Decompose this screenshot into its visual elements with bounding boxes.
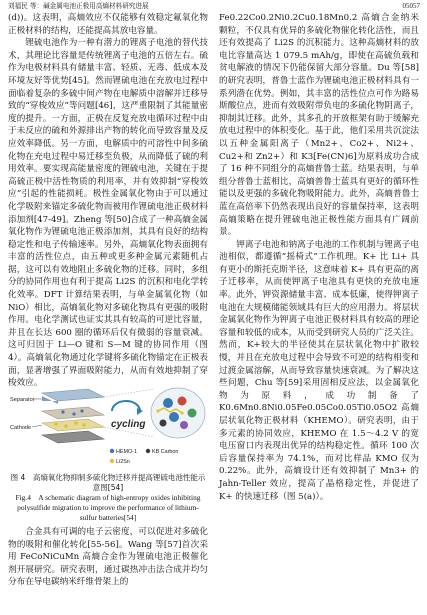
sulfur-atom [156,409,159,412]
figure-4 [8,381,208,471]
hemo-sphere [163,398,173,408]
separator-label: Separator [10,397,35,403]
hemo-particle-dot [61,410,64,413]
polysulfide-dot [64,424,68,428]
cycling-arrow-arc [112,401,140,411]
paragraph: (d))。这表明，高熵效应不仅能够有效稳定氟氧化物正极材料的结构，还能提高其放电容量。 [8,13,208,36]
cathode-leader-line [32,425,42,427]
running-title: 刘福民 等：碱金属电池正极用高熵材料研究进展 [8,2,149,10]
legend-marker-hemo [110,449,114,453]
current-collector-layer [42,431,104,443]
caption-english: Fig.4 A schematic diagram of high-entropy oxides inhibiting polysulfide migration to improve the performance of lithium-sulfur batteries[54] [15,493,201,522]
figure-4-caption [8,473,208,523]
zoomed-hemo-region [151,388,205,438]
hemo-particle-dot [72,412,75,415]
zoom-guide-line [104,389,154,397]
hemo-sphere [169,412,179,422]
cathode-layer-sulfur [42,419,104,431]
left-column-lower-text [8,526,208,614]
page-number: 05057 [402,2,420,10]
cathode-label: Cathode [10,425,32,431]
polysulfide-dot [82,423,86,427]
legend-label-polysulfide: Li2Sn [116,459,130,465]
polysulfide-dot [54,422,58,426]
figure-4-schematic [8,381,208,471]
legend-label-hemo: HEMO-1 [116,449,137,455]
legend-marker-kb-carbon [146,449,150,453]
left-column-upper-text [8,12,208,389]
hemo-particle-dot [80,409,83,412]
right-column-text [219,12,419,613]
sulfur-atom [180,411,183,414]
metal-site-sphere [188,409,197,418]
paragraph: 锂硫电池作为一种有潜力的锂离子电池的替代技术，其理论比容量是传统锂离子电池的五倍左右。硫作为电极材料具有储量丰富、轻质、无毒、低成本及环境友好等优势[45]。然而锂硫电池在充放电过程中面临着复杂的多硫中间产物在电解质中溶解并迁移导致的“穿梭效应”等问题[46]，这严重限制了其能量密度的提升。一方面，正极在反复充放电循环过程中由于未反应的硫和外源排出产物的转化而导致容量及反应效率降低。另一方面，电解质中的可溶性中间多硫化物在充电过程中易迁移至负极，从而降低了硫的利用效率。要实现高能量密度的锂硫电池，关键在于提高硫正极中活性物质的利用率，并有效抑制“穿梭效应”引起的性能损耗。极性金属氧化物由于可以通过化学吸附来锚定多硫化物而被用作锂硫电池正极材料添加剂[47-49]。Zheng 等[50]合成了一种高熵金属氧化物作为锂硫电池正极添加剂，其具有良好的结构稳定性和电子传输速率。另外，高熵氧化物表面拥有丰富的活性位点，由五种或更多种金属元素随机占据，这可以有效地阻止多硫化物的迁移。同时，多组分的协同作用也有利于提高 Li2S 的沉积和电化学转化效率。DFT 计算结果表明，与单金属氧化物（如 NiO）相比，高熵氧化物对多硫化物具有更强的吸附作用。电化学测试也证实其具有较高的可逆比容量，并且在长达 600 圈的循环后仅有微弱的容量衰减。这可归因于 Li—O 键和 S—M 键的协同作用（图 4）。高熵氧化物通过化学键将多硫化物锚定在正极表面，显著增强了界面吸附能力，从而有效地抑制了穿梭效应。 [8,38,208,389]
kb-carbon-sphere [160,420,167,427]
caption-chinese: 图 4 高熵氧化物抑制多硫化物迁移并提高锂硫电池性能示意图[54] [10,473,206,492]
polysulfide-dot [74,421,78,425]
metal-site-sphere [178,397,187,406]
legend-marker-polysulfide [110,459,114,463]
paragraph: 合金具有可调的电子云密度，可以促进对多硫化物的吸附和催化转化[55-56]。Wang 等[57]首次采用 FeCoNiCuMn 高熵合金作为锂硫电池正极催化剂开展研究。研究表明，通过碳热冲击法合成并均匀分布在导电碳纳米纤维骨架上的 [8,527,208,588]
separator-layer [42,389,104,401]
cycling-label: cycling [111,419,146,430]
legend-label-kb-carbon: KB Carbon [152,449,179,455]
metal-site-sphere [180,421,188,429]
paragraph: 钾离子电池和钠离子电池的工作机制与锂离子电池相似，都遵循“摇椅式”工作机理。K+ 比 Li+ 具有更小的斯托克斯半径，这意味着 K+ 具有更高的离子迁移率，从而使钾离子电池具有更快的充放电速率。此外，钾资源储量丰富、成本低廉，使得钾离子电池在大规模储能领域具有巨大的应用潜力。将层状金属氧化物作为钾离子电池正极材料具有较高的理论容量和较低的成本，从而受到研究人员的广泛关注。然而，K+较大的半径使其在层状氧化物中扩散较慢，并且在充放电过程中会导致不可逆的结构相变和过渡金属溶解，从而导致容量快速衰减。为了解决这些问题，Chu 等[59]采用固相反应法，以金属氧化物为原料，成功制备了 K0.6Mn0.8Ni0.05Fe0.05Co0.05Ti0.05O2 高熵层状氧化物正极材料（KHEMO）。研究表明，由于多元素的协同效应，KHEMO 在 1.5～4.2 V 的宽电压窗口内表现出优异的结构稳定性。循环 100 次后容量保持率为 74.1%，而对比样品 KMO 仅为 0.22%。此外，高熵设计还有效抑制了 Mn3+ 的 Jahn-Teller 效应，提高了晶格稳定性，并促进了 K+ 的快速迁移（图 5(a)）。 [219,239,419,502]
paragraph: Fe0.22Co0.2Ni0.2Cu0.18Mn0.2 高熵合金纳米颗粒，不仅具有优异的多硫化物催化转化活性，而且还有效提高了 Li2S 的沉积能力。这种高熵材料的放电比容量高达 1 079.5 mAh/g，即使在高硫负载和贫电解液的情况下仍能保留大部分容量。Du 等[58]的研究表明，普鲁士蓝作为锂硫电池正极材料具有一系列潜在优势。例如，其丰富的活性位点可作为路易斯酸位点，进而有效吸附带负电的多硫化物阴离子，抑制其迁移。此外，其多孔的开放框架有助于缓解充放电过程中的体积变化。基于此，他们采用共沉淀法以五种金属阳离子（Mn2+、Co2+、Ni2+、Cu2+和 Zn2+）和 K3[Fe(CN)6]为原料成功合成了 16 种不同组分的高熵普鲁士蓝。结果表明，与单组分普鲁士蓝相比，高熵普鲁士蓝具有更好的循环性能以及更强的多硫化物吸附能力。此外，高熵普鲁士蓝在高倍率下仍然表现出良好的容量保持率，这表明高熵策略在提升锂硫电池正极性能方面具有广阔前景。 [219,13,419,238]
